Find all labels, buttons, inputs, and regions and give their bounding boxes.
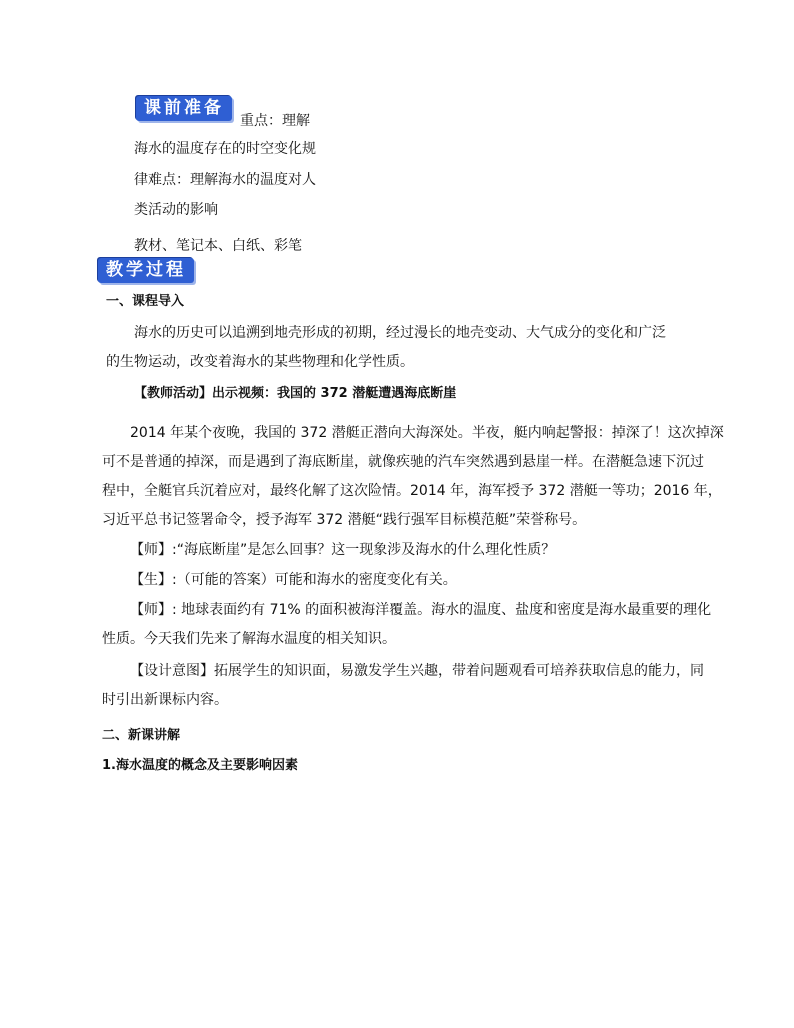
prep-badge: 课前准备	[136, 96, 232, 121]
teacher-question: 【师】:“海底断崖”是怎么回事？这一现象涉及海水的什么理化性质？	[130, 542, 556, 558]
process-badge: 教学过程	[98, 258, 194, 283]
design-intent-line-1: 【设计意图】拓展学生的知识面，易激发学生兴趣，带着问题观看可培养获取信息的能力，同	[130, 663, 704, 679]
teacher-activity: 【教师活动】出示视频：我国的 372 潜艇遭遇海底断崖	[134, 386, 457, 401]
story-line-1: 2014 年某个夜晚，我国的 372 潜艇正潜向大海深处。半夜，艇内响起警报：掉深了！这次掉深	[130, 425, 724, 441]
section2-heading: 二、新课讲解	[102, 728, 181, 743]
teacher-explain-line-1: 【师】: 地球表面约有 71% 的面积被海洋覆盖。海水的温度、盐度和密度是海水最重要的理化	[130, 602, 712, 618]
design-intent-line-2: 时引出新课标内容。	[102, 692, 228, 708]
prep-materials: 教材、笔记本、白纸、彩笔	[134, 238, 302, 254]
story-line-2: 可不是普通的掉深，而是遇到了海底断崖，就像疾驰的汽车突然遇到悬崖一样。在潜艇急速下沉过	[102, 454, 704, 470]
student-answer: 【生】:（可能的答案）可能和海水的密度变化有关。	[130, 572, 457, 588]
section1-heading: 一、课程导入	[106, 294, 185, 309]
section2-subheading: 1.海水温度的概念及主要影响因素	[102, 758, 298, 773]
prep-key-point-cont: 海水的温度存在的时空变化规	[134, 141, 316, 157]
prep-difficult-point: 律难点：理解海水的温度对人	[134, 172, 316, 188]
intro-line-1: 海水的历史可以追溯到地壳形成的初期，经过漫长的地壳变动、大气成分的变化和广泛	[134, 325, 666, 341]
story-line-4: 习近平总书记签署命令，授予海军 372 潜艇“践行强军目标模范艇”荣誉称号。	[102, 512, 587, 528]
teacher-explain-line-2: 性质。今天我们先来了解海水温度的相关知识。	[102, 631, 396, 647]
prep-key-point: 重点：理解	[240, 113, 310, 129]
story-line-3: 程中，全艇官兵沉着应对，最终化解了这次险情。2014 年，海军授予 372 潜艇一等功；2016 年，	[102, 483, 722, 499]
intro-line-2: 的生物运动，改变着海水的某些物理和化学性质。	[106, 354, 414, 370]
prep-difficult-point-cont: 类活动的影响	[134, 202, 218, 218]
